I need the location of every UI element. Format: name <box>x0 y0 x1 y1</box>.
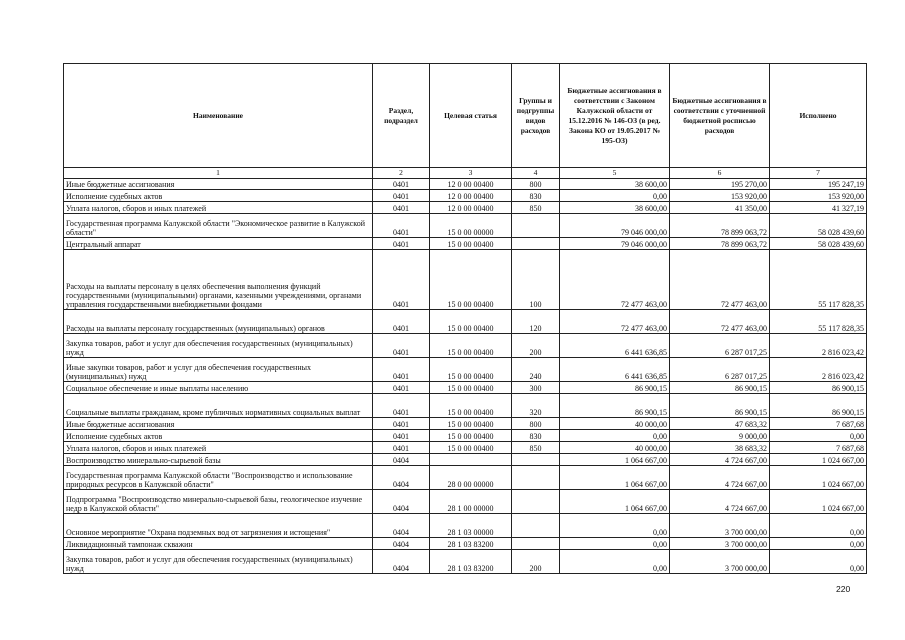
header-law-appropriations: Бюджетные ассигнования в соответствии с Законом Калужской области от 15.12.2016 № 146-ОЗ (в ред. Закона КО от 19.05.2017 № 195-ОЗ) <box>560 64 670 168</box>
cell-executed: 2 816 023,42 <box>770 334 867 358</box>
cell-section: 0401 <box>373 418 430 430</box>
cell-law-appropriations: 6 441 636,85 <box>560 358 670 382</box>
column-number: 7 <box>770 168 867 179</box>
cell-law-appropriations: 72 477 463,00 <box>560 250 670 310</box>
cell-group: 830 <box>512 190 560 202</box>
cell-target: 28 1 03 83200 <box>430 550 512 574</box>
cell-law-appropriations: 40 000,00 <box>560 418 670 430</box>
cell-executed: 7 687,68 <box>770 418 867 430</box>
table-row <box>64 454 867 466</box>
cell-section: 0404 <box>373 454 430 466</box>
cell-executed: 58 028 439,60 <box>770 238 867 250</box>
cell-refined-appropriations: 4 724 667,00 <box>670 466 770 490</box>
cell-refined-appropriations: 3 700 000,00 <box>670 538 770 550</box>
cell-section: 0401 <box>373 442 430 454</box>
table-row <box>64 550 867 574</box>
cell-group <box>512 214 560 238</box>
cell-executed: 1 024 667,00 <box>770 466 867 490</box>
cell-law-appropriations: 38 600,00 <box>560 179 670 190</box>
cell-law-appropriations: 72 477 463,00 <box>560 310 670 334</box>
cell-executed: 195 247,19 <box>770 179 867 190</box>
cell-refined-appropriations: 6 287 017,25 <box>670 334 770 358</box>
header-section: Раздел, подраздел <box>373 64 430 168</box>
column-number: 6 <box>670 168 770 179</box>
table-row <box>64 538 867 550</box>
cell-executed: 86 900,15 <box>770 382 867 394</box>
cell-section: 0401 <box>373 190 430 202</box>
cell-group <box>512 238 560 250</box>
cell-name: Воспроизводство минерально-сырьевой базы <box>64 454 373 466</box>
cell-section: 0401 <box>373 250 430 310</box>
table-row <box>64 214 867 238</box>
column-number: 1 <box>64 168 373 179</box>
cell-group: 300 <box>512 382 560 394</box>
cell-law-appropriations: 1 064 667,00 <box>560 466 670 490</box>
cell-executed: 0,00 <box>770 538 867 550</box>
budget-table <box>63 63 867 574</box>
cell-name: Центральный аппарат <box>64 238 373 250</box>
cell-name: Закупка товаров, работ и услуг для обеспечения государственных (муниципальных) нужд <box>64 334 373 358</box>
cell-section: 0401 <box>373 214 430 238</box>
cell-law-appropriations: 79 046 000,00 <box>560 214 670 238</box>
cell-section: 0404 <box>373 490 430 514</box>
cell-group: 240 <box>512 358 560 382</box>
cell-name: Основное мероприятие "Охрана подземных вод от загрязнения и истощения" <box>64 514 373 538</box>
cell-name: Социальное обеспечение и иные выплаты населению <box>64 382 373 394</box>
cell-section: 0401 <box>373 179 430 190</box>
cell-executed: 1 024 667,00 <box>770 490 867 514</box>
table-row <box>64 334 867 358</box>
cell-section: 0401 <box>373 202 430 214</box>
cell-target: 28 1 03 00000 <box>430 514 512 538</box>
header-executed: Исполнено <box>770 64 867 168</box>
table-row <box>64 430 867 442</box>
cell-section: 0404 <box>373 466 430 490</box>
header-refined-appropriations: Бюджетные ассигнования в соответствии с уточненной бюджетной росписью расходов <box>670 64 770 168</box>
cell-section: 0401 <box>373 394 430 418</box>
cell-name: Иные бюджетные ассигнования <box>64 179 373 190</box>
cell-group <box>512 490 560 514</box>
header-target: Целевая статья <box>430 64 512 168</box>
cell-section: 0401 <box>373 334 430 358</box>
cell-refined-appropriations: 41 350,00 <box>670 202 770 214</box>
cell-law-appropriations: 79 046 000,00 <box>560 238 670 250</box>
cell-target: 12 0 00 00400 <box>430 179 512 190</box>
table-row <box>64 250 867 310</box>
cell-refined-appropriations: 4 724 667,00 <box>670 454 770 466</box>
cell-name: Закупка товаров, работ и услуг для обеспечения государственных (муниципальных) нужд <box>64 550 373 574</box>
cell-law-appropriations: 1 064 667,00 <box>560 490 670 514</box>
cell-name: Социальные выплаты гражданам, кроме публичных нормативных социальных выплат <box>64 394 373 418</box>
table-row <box>64 514 867 538</box>
cell-target: 28 0 00 00000 <box>430 466 512 490</box>
cell-executed: 86 900,15 <box>770 394 867 418</box>
cell-target: 15 0 00 00400 <box>430 310 512 334</box>
cell-section: 0401 <box>373 310 430 334</box>
cell-refined-appropriations: 3 700 000,00 <box>670 514 770 538</box>
cell-target: 28 1 00 00000 <box>430 490 512 514</box>
cell-group <box>512 466 560 490</box>
cell-name: Уплата налогов, сборов и иных платежей <box>64 202 373 214</box>
cell-law-appropriations: 1 064 667,00 <box>560 454 670 466</box>
table-row <box>64 179 867 190</box>
cell-group <box>512 538 560 550</box>
cell-name: Иные бюджетные ассигнования <box>64 418 373 430</box>
table-row <box>64 202 867 214</box>
table-row <box>64 382 867 394</box>
cell-target: 15 0 00 00400 <box>430 250 512 310</box>
cell-name: Исполнение судебных актов <box>64 190 373 202</box>
header-group: Группы и подгруппы видов расходов <box>512 64 560 168</box>
cell-target: 15 0 00 00400 <box>430 238 512 250</box>
cell-section: 0404 <box>373 538 430 550</box>
table-row <box>64 490 867 514</box>
cell-target: 15 0 00 00400 <box>430 382 512 394</box>
cell-name: Подпрограмма "Воспроизводство минерально-сырьевой базы, геологическое изучение недр в Калужской области" <box>64 490 373 514</box>
cell-target: 15 0 00 00400 <box>430 430 512 442</box>
cell-refined-appropriations: 86 900,15 <box>670 394 770 418</box>
header-name: Наименование <box>64 64 373 168</box>
cell-target: 15 0 00 00400 <box>430 394 512 418</box>
cell-executed: 55 117 828,35 <box>770 250 867 310</box>
cell-executed: 7 687,68 <box>770 442 867 454</box>
cell-target: 15 0 00 00000 <box>430 214 512 238</box>
cell-executed: 55 117 828,35 <box>770 310 867 334</box>
column-number: 3 <box>430 168 512 179</box>
cell-section: 0401 <box>373 382 430 394</box>
cell-law-appropriations: 38 600,00 <box>560 202 670 214</box>
cell-law-appropriations: 0,00 <box>560 430 670 442</box>
cell-law-appropriations: 0,00 <box>560 538 670 550</box>
cell-target: 28 1 03 83200 <box>430 538 512 550</box>
cell-law-appropriations: 86 900,15 <box>560 394 670 418</box>
cell-law-appropriations: 0,00 <box>560 550 670 574</box>
table-row <box>64 442 867 454</box>
cell-refined-appropriations: 195 270,00 <box>670 179 770 190</box>
cell-refined-appropriations: 47 683,32 <box>670 418 770 430</box>
cell-name: Государственная программа Калужской области "Экономическое развитие в Калужской области" <box>64 214 373 238</box>
cell-group: 800 <box>512 418 560 430</box>
cell-refined-appropriations: 72 477 463,00 <box>670 250 770 310</box>
cell-executed: 2 816 023,42 <box>770 358 867 382</box>
cell-section: 0401 <box>373 430 430 442</box>
cell-refined-appropriations: 4 724 667,00 <box>670 490 770 514</box>
cell-refined-appropriations: 3 700 000,00 <box>670 550 770 574</box>
table-row <box>64 418 867 430</box>
cell-law-appropriations: 40 000,00 <box>560 442 670 454</box>
cell-group: 120 <box>512 310 560 334</box>
cell-name: Расходы на выплаты персоналу в целях обеспечения выполнения функций государственными (муниципальными) органами, казенными учреждениями, органами управления государственными внебюджетными фондами <box>64 250 373 310</box>
cell-group: 320 <box>512 394 560 418</box>
cell-target: 15 0 00 00400 <box>430 442 512 454</box>
cell-group: 830 <box>512 430 560 442</box>
cell-executed: 0,00 <box>770 430 867 442</box>
cell-group: 200 <box>512 550 560 574</box>
table-row <box>64 358 867 382</box>
cell-law-appropriations: 0,00 <box>560 514 670 538</box>
cell-section: 0404 <box>373 514 430 538</box>
cell-refined-appropriations: 38 683,32 <box>670 442 770 454</box>
cell-section: 0401 <box>373 238 430 250</box>
cell-target: 12 0 00 00400 <box>430 190 512 202</box>
cell-executed: 0,00 <box>770 514 867 538</box>
cell-law-appropriations: 6 441 636,85 <box>560 334 670 358</box>
cell-name: Исполнение судебных актов <box>64 430 373 442</box>
table-row <box>64 394 867 418</box>
cell-refined-appropriations: 78 899 063,72 <box>670 238 770 250</box>
table-row <box>64 310 867 334</box>
cell-target: 15 0 00 00400 <box>430 358 512 382</box>
cell-name: Государственная программа Калужской области "Воспроизводство и использование природных ресурсов в Калужской области" <box>64 466 373 490</box>
cell-refined-appropriations: 78 899 063,72 <box>670 214 770 238</box>
cell-group <box>512 454 560 466</box>
cell-refined-appropriations: 153 920,00 <box>670 190 770 202</box>
table-row <box>64 238 867 250</box>
cell-name: Иные закупки товаров, работ и услуг для обеспечения государственных (муниципальных) нужд <box>64 358 373 382</box>
cell-refined-appropriations: 72 477 463,00 <box>670 310 770 334</box>
cell-target: 15 0 00 00400 <box>430 334 512 358</box>
cell-group <box>512 514 560 538</box>
cell-refined-appropriations: 86 900,15 <box>670 382 770 394</box>
cell-executed: 58 028 439,60 <box>770 214 867 238</box>
table-body <box>64 179 867 574</box>
cell-executed: 0,00 <box>770 550 867 574</box>
column-number: 4 <box>512 168 560 179</box>
cell-executed: 1 024 667,00 <box>770 454 867 466</box>
cell-refined-appropriations: 6 287 017,25 <box>670 358 770 382</box>
cell-group: 850 <box>512 442 560 454</box>
cell-target <box>430 454 512 466</box>
cell-section: 0401 <box>373 358 430 382</box>
cell-target: 15 0 00 00400 <box>430 418 512 430</box>
cell-law-appropriations: 86 900,15 <box>560 382 670 394</box>
cell-group: 100 <box>512 250 560 310</box>
cell-refined-appropriations: 9 000,00 <box>670 430 770 442</box>
table-row <box>64 190 867 202</box>
page-number: 220 <box>836 584 851 594</box>
cell-group: 850 <box>512 202 560 214</box>
cell-name: Расходы на выплаты персоналу государственных (муниципальных) органов <box>64 310 373 334</box>
cell-name: Ликвидационный тампонаж скважин <box>64 538 373 550</box>
cell-name: Уплата налогов, сборов и иных платежей <box>64 442 373 454</box>
cell-executed: 153 920,00 <box>770 190 867 202</box>
table-row <box>64 466 867 490</box>
cell-law-appropriations: 0,00 <box>560 190 670 202</box>
column-number: 5 <box>560 168 670 179</box>
column-number: 2 <box>373 168 430 179</box>
cell-group: 800 <box>512 179 560 190</box>
cell-executed: 41 327,19 <box>770 202 867 214</box>
cell-section: 0404 <box>373 550 430 574</box>
cell-group: 200 <box>512 334 560 358</box>
cell-target: 12 0 00 00400 <box>430 202 512 214</box>
